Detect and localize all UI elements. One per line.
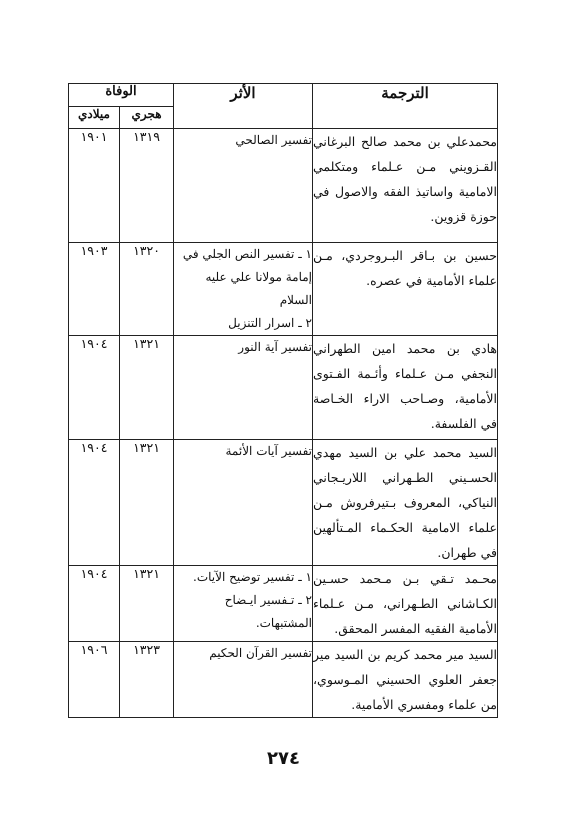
work-line: تفسير القرآن الحكيم [209, 646, 312, 660]
work-line: ١ ـ تفسير النص الجلي في [182, 247, 312, 261]
biography-line: علماء الأمامية في عصره. [366, 273, 497, 288]
biography-line: جعفر العلوي الحسيني المـوسوي، [313, 672, 497, 687]
work-line: المشتبهات. [255, 616, 312, 630]
hijri-year: ١٣٢١ [120, 336, 174, 440]
header-hijri: هجري [120, 107, 174, 129]
hijri-year: ١٣٢١ [120, 440, 174, 566]
hijri-year: ١٣١٩ [120, 129, 174, 243]
work-cell [174, 336, 313, 440]
biography-line: النجفي مـن عـلماء وأئـمة الفـتوى [313, 366, 497, 381]
hijri-year: ١٣٢٠ [120, 243, 174, 336]
work-line: تفسير آيات الأئمة [225, 444, 312, 458]
work-cell [174, 566, 313, 642]
gregorian-year: ١٩٠٤ [69, 566, 120, 642]
work-cell [174, 129, 313, 243]
biography-line: القـزويني مـن عـلماء ومتكلمي [313, 159, 497, 174]
biography-cell [313, 566, 498, 642]
biography-line: محـمد تـقي بـن مـحمد حسـين [313, 571, 497, 586]
gregorian-year: ١٩٠٣ [69, 243, 120, 336]
gregorian-year: ١٩٠١ [69, 129, 120, 243]
biography-line: في الفلسفة. [430, 416, 497, 431]
gregorian-year: ١٩٠٦ [69, 642, 120, 718]
gregorian-year: ١٩٠٤ [69, 336, 120, 440]
biography-line: هادي بن محمد امين الطهراني [313, 341, 497, 356]
work-line: ٢ ـ اسرار التنزيل [228, 316, 312, 330]
biography-line: الامامية واساتيذ الفقه والاصول في [313, 184, 497, 199]
gregorian-year: ١٩٠٤ [69, 440, 120, 566]
biography-cell [313, 336, 498, 440]
table-row [69, 336, 498, 440]
biography-line: في طهران. [437, 545, 497, 560]
biography-line: الأمامية، وصـاحب الاراء الخـاصة [313, 391, 497, 406]
hijri-year: ١٣٢٣ [120, 642, 174, 718]
page-number: ٢٧٤ [267, 748, 300, 769]
biography-cell [313, 440, 498, 566]
header-biography: الترجمة [313, 84, 498, 129]
biography-table [68, 83, 498, 718]
table-row [69, 129, 498, 243]
work-line: تفسير الصالحي [235, 133, 312, 147]
table-row [69, 642, 498, 718]
biography-cell [313, 129, 498, 243]
biography-line: الحسـيني الطـهراني اللاريـجاني [313, 470, 497, 485]
biography-line: النياكي، المعروف بـتيرفروش مـن [313, 495, 497, 510]
work-cell [174, 642, 313, 718]
biography-line: السيد مير محمد كريم بن السيد مير [313, 647, 497, 662]
biography-line: حوزة قزوين. [430, 209, 497, 224]
biography-line: علماء الامامية الحكـماء المـتألهين [313, 520, 497, 535]
header-work: الأثر [174, 84, 313, 129]
work-line: ٢ ـ تـفسير ايـضاح [224, 593, 312, 607]
biography-line: الكـاشاني الطـهراني، مـن عـلماء [313, 596, 497, 611]
header-gregorian: ميلادي [69, 107, 120, 129]
biography-line: السيد محمد علي بن السيد مهدي [313, 445, 497, 460]
table-body [69, 129, 498, 718]
table-row [69, 566, 498, 642]
work-line: تفسير آية النور [238, 340, 312, 354]
table-row [69, 243, 498, 336]
work-cell [174, 440, 313, 566]
biography-line: من علماء ومفسري الأمامية. [351, 697, 497, 712]
work-line: ١ ـ تفسير توضيح الآيات. [193, 570, 312, 584]
hijri-year: ١٣٢١ [120, 566, 174, 642]
work-cell [174, 243, 313, 336]
biography-line: محمدعلي بن محمد صالح البرغاني [313, 134, 497, 149]
work-line: إمامة مولانا علي عليه السلام [205, 270, 312, 307]
biography-cell [313, 642, 498, 718]
table-row [69, 440, 498, 566]
biography-cell [313, 243, 498, 336]
biography-line: الأمامية الفقيه المفسر المحقق. [334, 621, 497, 636]
biography-line: حسين بن بـاقر البـروجردي، مـن [313, 248, 497, 263]
header-death: الوفاة [69, 84, 174, 107]
